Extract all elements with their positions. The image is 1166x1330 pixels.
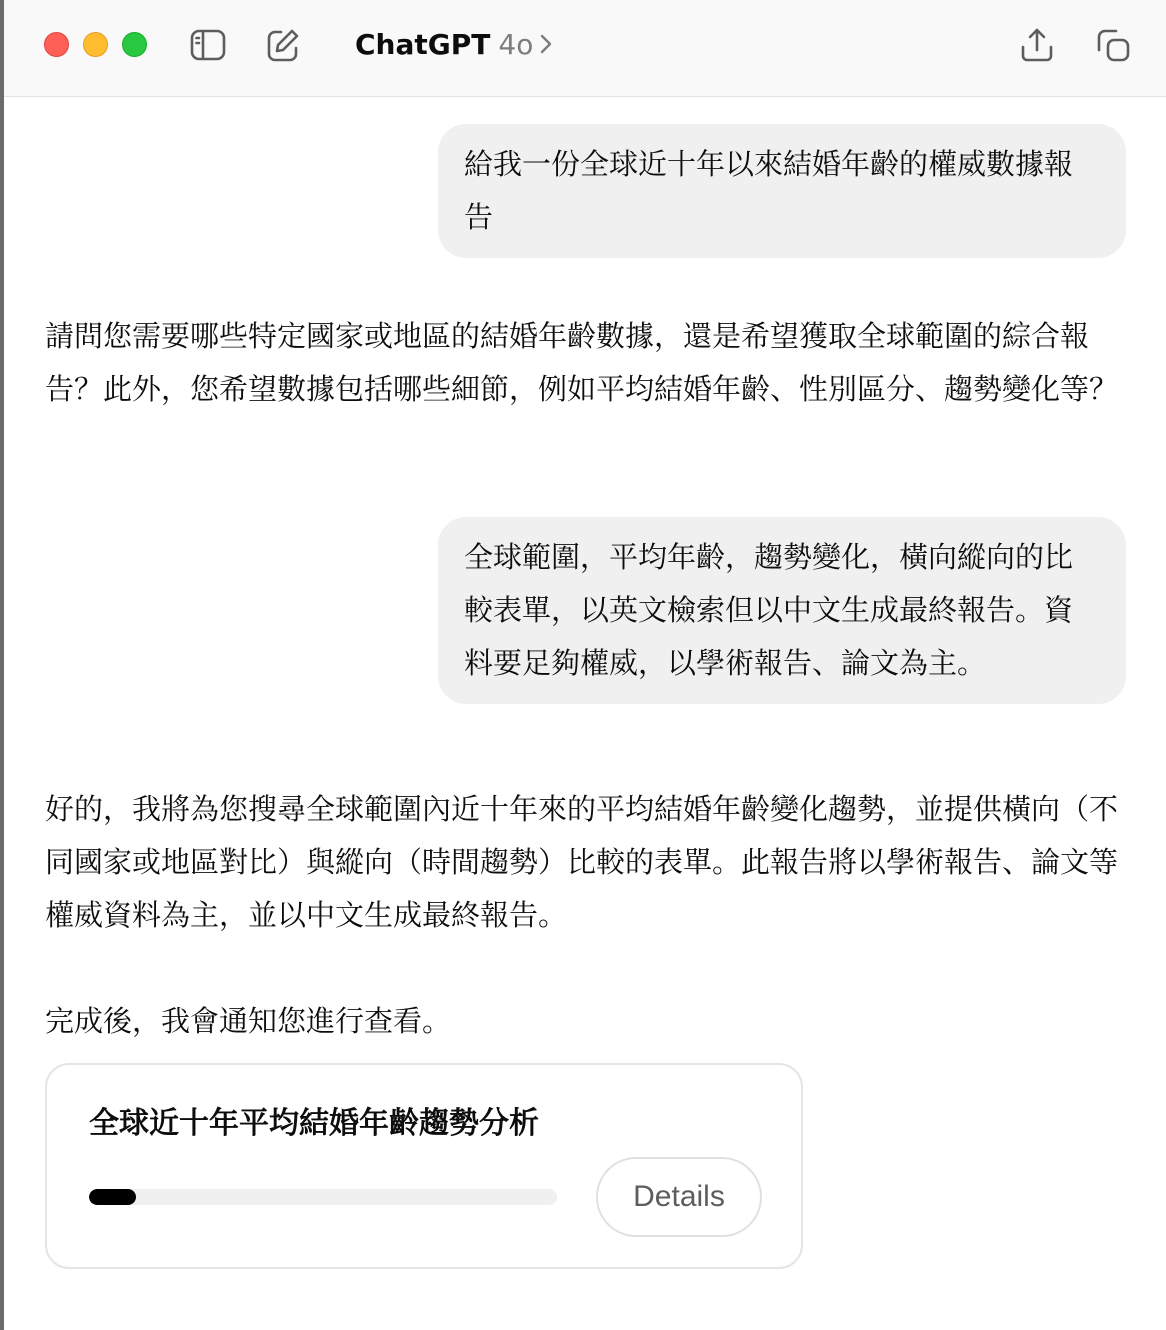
zoom-window-button[interactable] <box>122 32 147 57</box>
model-version: 4o <box>498 27 534 61</box>
user-message: 給我一份全球近十年以來結婚年齡的權威數據報告 <box>438 124 1126 258</box>
model-selector[interactable] <box>355 24 553 64</box>
window-popout-icon[interactable] <box>1093 25 1133 65</box>
details-button[interactable]: Details <box>596 1157 762 1237</box>
minimize-window-button[interactable] <box>83 32 108 57</box>
research-task-card <box>45 1063 803 1269</box>
task-progress-fill <box>89 1189 136 1205</box>
chevron-right-icon <box>539 33 553 55</box>
close-window-button[interactable] <box>44 32 69 57</box>
assistant-message: 好的，我將為您搜尋全球範圍內近十年來的平均結婚年齡變化趨勢，並提供橫向（不同國家或地區對比）與縱向（時間趨勢）比較的表單。此報告將以學術報告、論文等權威資料為主，並以中文生成最終報告。 <box>45 792 1119 932</box>
sidebar-toggle-icon[interactable] <box>188 25 228 65</box>
conversation <box>4 97 1166 1330</box>
task-title: 全球近十年平均結婚年齡趨勢分析 <box>89 1106 539 1141</box>
model-name: ChatGPT <box>355 27 491 61</box>
user-message: 全球範圍，平均年齡，趨勢變化，橫向縱向的比較表單，以英文檢索但以中文生成最終報告。資料要足夠權威，以學術報告、論文為主。 <box>438 517 1126 704</box>
task-progress-bar <box>89 1189 557 1205</box>
compose-icon[interactable] <box>263 25 303 65</box>
share-icon[interactable] <box>1017 25 1057 65</box>
assistant-message: 請問您需要哪些特定國家或地區的結婚年齡數據，還是希望獲取全球範圍的綜合報告？此外，您希望數據包括哪些細節，例如平均結婚年齡、性別區分、趨勢變化等？ <box>45 319 1119 406</box>
assistant-message: 完成後，我會通知您進行查看。 <box>45 1004 452 1038</box>
title-bar <box>4 0 1166 97</box>
